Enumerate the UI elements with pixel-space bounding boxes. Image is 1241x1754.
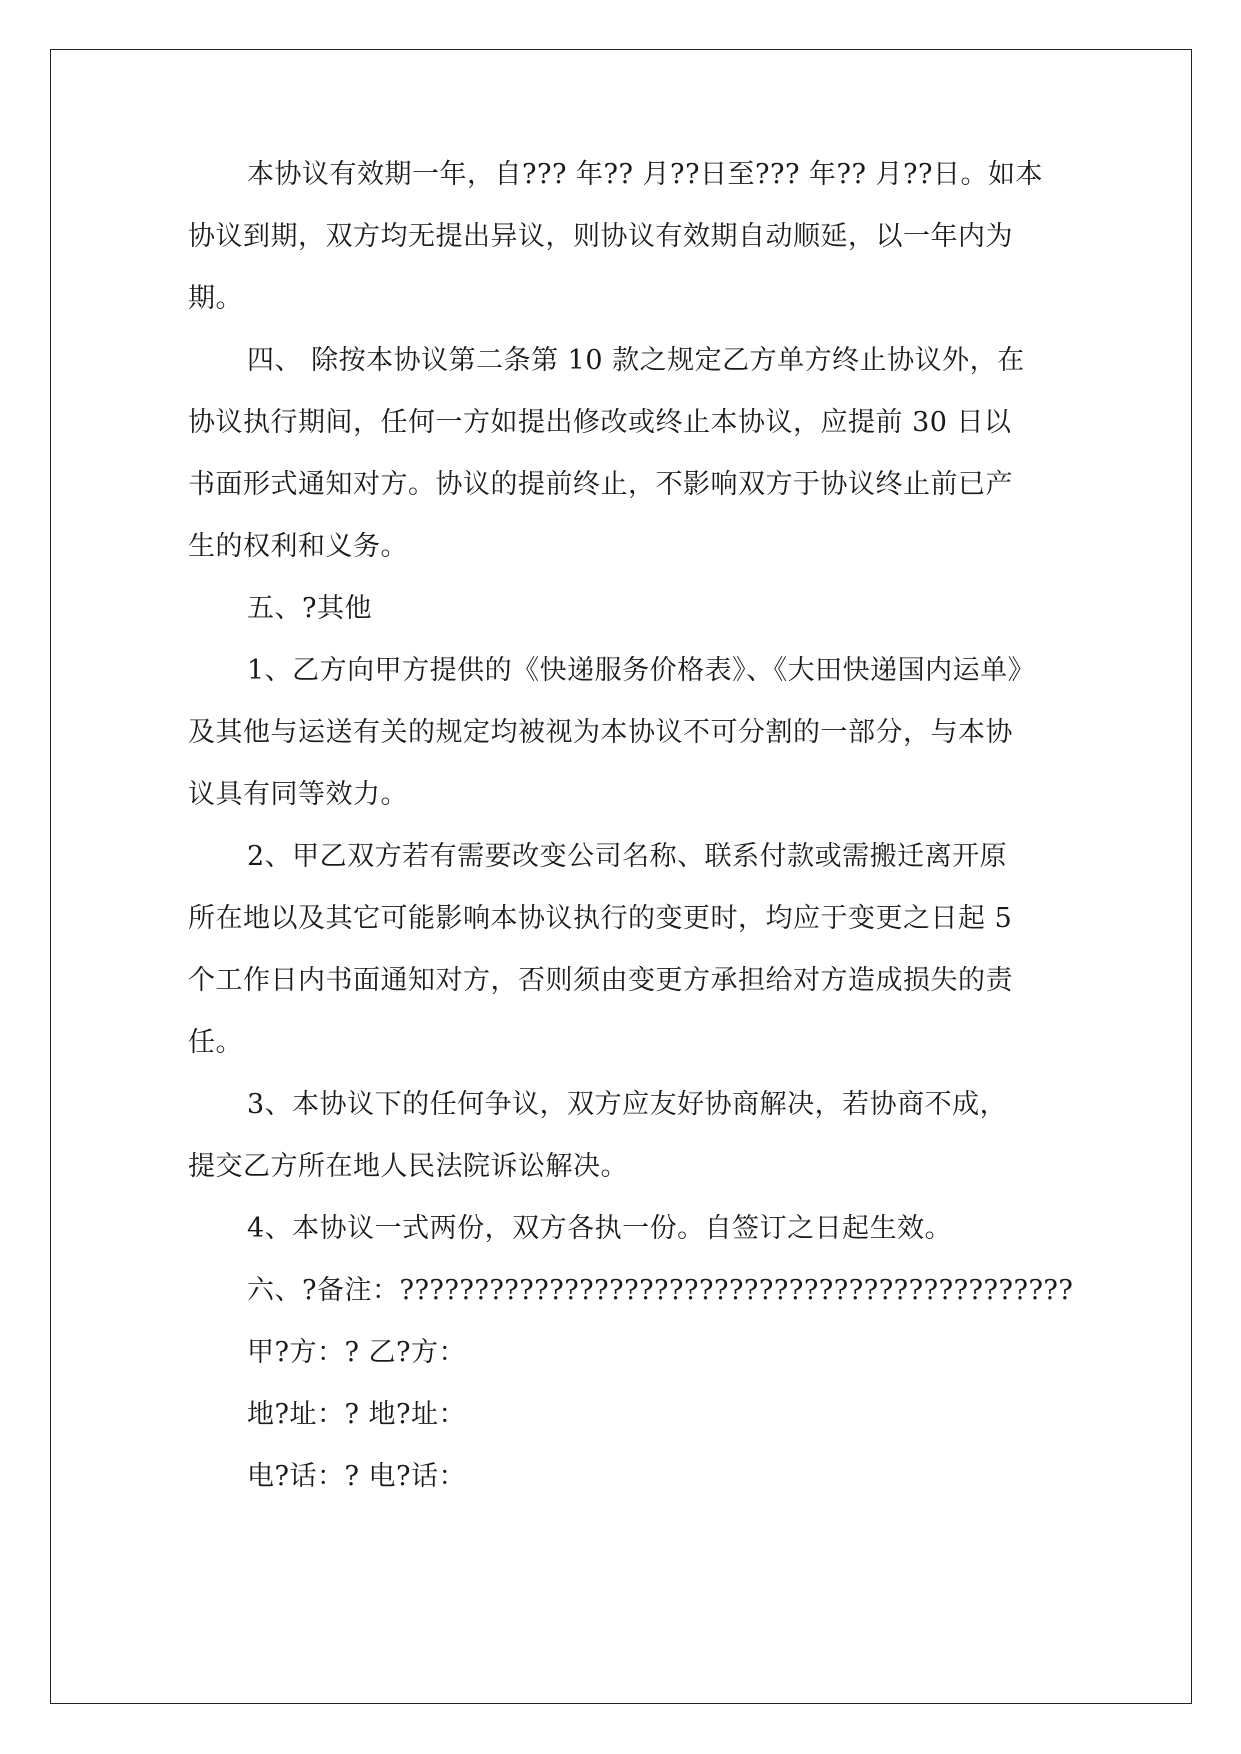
text-line: 期。 <box>188 283 243 314</box>
text-line: 书面形式通知对方。协议的提前终止，不影响双方于协议终止前已产 <box>188 469 1013 500</box>
text-line: 协议到期，双方均无提出异议，则协议有效期自动顺延，以一年内为 <box>188 221 1013 252</box>
section-four-heading: 四、 除按本协议第二条第 10 款之规定乙方单方终止协议外，在 <box>247 345 1025 376</box>
text-line: 任。 <box>188 1027 243 1058</box>
clause-3: 3、本协议下的任何争议，双方应友好协商解决，若协商不成， <box>247 1089 1008 1120</box>
text-line: 议具有同等效力。 <box>188 779 408 810</box>
text-line: 协议执行期间，任何一方如提出修改或终止本协议，应提前 30 日以 <box>188 407 1012 438</box>
section-five-heading: 五、?其他 <box>247 593 372 624</box>
text-line: 个工作日内书面通知对方，否则须由变更方承担给对方造成损失的责 <box>188 965 1013 996</box>
party-phone-row: 电?话：? 电?话： <box>247 1461 467 1492</box>
party-address-row: 地?址：? 地?址： <box>247 1399 467 1430</box>
section-six-remarks: 六、?备注：????????????????????????????????????????????? <box>247 1275 1074 1306</box>
clause-4: 4、本协议一式两份，双方各执一份。自签订之日起生效。 <box>247 1213 953 1244</box>
party-name-row: 甲?方：? 乙?方： <box>247 1337 467 1368</box>
clause-1: 1、乙方向甲方提供的《快递服务价格表》、《大田快递国内运单》 <box>247 655 1036 686</box>
text-line: 及其他与运送有关的规定均被视为本协议不可分割的一部分，与本协 <box>188 717 1013 748</box>
text-line: 所在地以及其它可能影响本协议执行的变更时，均应于变更之日起 5 <box>188 903 1013 934</box>
text-line: 提交乙方所在地人民法院诉讼解决。 <box>188 1151 628 1182</box>
text-line: 生的权利和义务。 <box>188 531 408 562</box>
text-line: 本协议有效期一年，自??? 年?? 月??日至??? 年?? 月??日。如本 <box>247 159 1043 190</box>
clause-2: 2、甲乙双方若有需要改变公司名称、联系付款或需搬迁离开原 <box>247 841 1008 872</box>
